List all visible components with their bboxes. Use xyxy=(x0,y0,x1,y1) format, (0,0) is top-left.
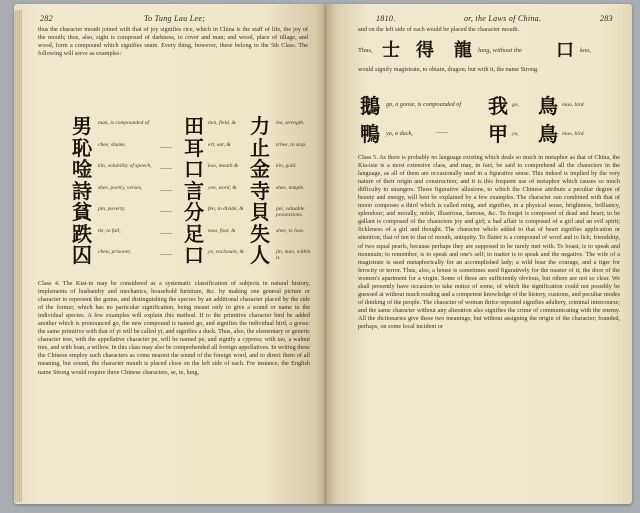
example-char: 囚 xyxy=(72,243,92,267)
duck-c3: 鳥 xyxy=(538,122,558,146)
example-component-1: 足 xyxy=(184,221,204,246)
example-gloss: shee, poetry, verses, xyxy=(98,184,143,191)
left-running-title: To Tung Lau Lee; xyxy=(144,14,206,23)
example-component-2-gloss: shee, temple. xyxy=(276,184,305,191)
example-char: 唫 xyxy=(72,157,92,181)
left-top-text: thus the character mouth joined with that of joy signifies rice, which in China is the staff of life, the joy of the mouth; thus, also, sight is composed of darkness, to cover and man; and wood, place of tillage, and wood, form a compound which signifies snare. Every thing, however, these belong to the 5th Class. The following will serve as examples: xyxy=(38,26,308,58)
example-component-2-gloss: kin, gold. xyxy=(276,163,297,169)
example-component-1-gloss: koo, mouth & xyxy=(208,163,239,169)
thus-suffix: lung, without the xyxy=(478,47,522,54)
example-component-2: 人 xyxy=(250,243,270,267)
mouth-gloss: koo, xyxy=(580,47,592,54)
goose-g3: niao, bird. xyxy=(562,102,585,108)
example-component-2: 金 xyxy=(250,157,270,181)
example-component-2: 失 xyxy=(250,221,270,246)
duck-g2: ya, xyxy=(512,131,519,137)
duck-g3: niao, bird. xyxy=(562,131,585,137)
example-component-2: 貝 xyxy=(250,200,270,224)
example-gloss: man, is compounded of xyxy=(98,120,150,126)
open-book xyxy=(6,4,632,504)
example-gloss: pin, poverty, xyxy=(98,206,126,212)
example-component-2-gloss: jin, man, within it. xyxy=(276,249,311,262)
duck-dash: —— xyxy=(436,130,448,136)
example-component-2-gloss: shee, to lose. xyxy=(276,227,305,234)
example-char: 詩 xyxy=(72,178,92,203)
example-component-1-gloss: erl, ear, & xyxy=(208,141,231,148)
thus-label: Thus, xyxy=(358,47,373,54)
example-component-1: 田 xyxy=(184,114,204,138)
example-char: 貧 xyxy=(72,200,92,224)
right-running-left: 1810. xyxy=(376,14,396,23)
example-component-1: 言 xyxy=(184,178,204,203)
example-char: 恥 xyxy=(72,135,92,160)
example-dash: —— xyxy=(160,252,172,258)
right-top-text: and on the left side of each would be placed the character mouth. xyxy=(358,26,519,33)
example-component-2: 寺 xyxy=(250,178,270,203)
left-page xyxy=(14,4,326,504)
example-component-1: 分 xyxy=(184,200,204,224)
example-component-1-gloss: tsoo, foot, & xyxy=(208,227,236,234)
example-dash: —— xyxy=(160,209,172,215)
example-component-1: 口 xyxy=(184,157,204,181)
goose-g2: go, xyxy=(512,102,519,108)
duck-gloss: ya, a duck, xyxy=(386,130,413,137)
mouth-char: 口 xyxy=(556,40,574,61)
example-gloss: tie, to fall, xyxy=(98,227,121,234)
duck-char: 鴨 xyxy=(360,122,380,146)
example-dash: —— xyxy=(160,144,172,151)
example-dash: —— xyxy=(160,187,172,194)
example-dash: —— xyxy=(160,230,172,237)
example-component-2-gloss: tchee, to stop. xyxy=(276,141,307,148)
goose-c2: 我 xyxy=(488,94,508,118)
example-component-2: 力 xyxy=(250,114,270,138)
left-page-number: 282 xyxy=(40,14,53,23)
would-signify-text: would signify magistrate, to obtain, dragon; but with it, the name Strong. xyxy=(358,66,539,73)
goose-char: 鵝 xyxy=(360,94,380,118)
page-edges xyxy=(14,10,22,502)
example-component-1: 口 xyxy=(184,243,204,267)
example-component-2-gloss: pei, valuable possessions. xyxy=(276,206,305,219)
example-component-2: 止 xyxy=(250,135,270,160)
example-dash: —— xyxy=(160,166,172,172)
right-running-title: or, the Laws of China. xyxy=(464,14,542,23)
right-page xyxy=(326,4,632,504)
example-component-1: 耳 xyxy=(184,135,204,160)
thus-char-2: 得 xyxy=(416,40,434,61)
thus-char-3: 龍 xyxy=(454,40,472,61)
example-char: 男 xyxy=(72,114,92,138)
example-component-1-gloss: fen, to divide, & xyxy=(208,206,244,212)
example-gloss: chew, prisoner, xyxy=(98,249,132,255)
example-char: 跌 xyxy=(72,221,92,246)
thus-char-1: 士 xyxy=(382,40,400,61)
right-page-number: 283 xyxy=(600,14,613,23)
example-component-1-gloss: yen, word, & xyxy=(208,184,237,191)
left-body-text: Class 4. The Kiai-in may be considered as a systematic classification of subjects in natural history, implements of husbandry and mechanics, household furniture, &c. by making one general picture or character to represent the genus, and distinguishing the species by an additional character placed by the side of the former, which has no particular signification, being meant only to give a sound or name to the individual species. A few examples will explain this method. If to the primitive character bird be added another which is pronounced go, the new compound is named go, and signifies the individual bird, a goose: the same primitive with that of yi will be called yi, and signifies a duck. Thus, also, the elementary or generic character tree, with the appellative character pe, will be named pe, and signify a cypress; with tao, a walnut tree, and with loan, a willow. In this class may also be comprehended all foreign appellatives. In writing these the Chinese employ such characters as come nearest the sound of the foreign word, and to direct them of all meaning, but sound, the character mouth is placed close on the left side of each. For instance, the English name Strong would require three Chinese characters, se, te, lung, xyxy=(38,280,310,376)
right-body-text: Class 5. As there is probably no language existing which deals so much in metaphor as that of China, the Kia-tsie is a most extensive class, and may, in fact, be said to comprehend all the characters in the language, as all of them are occasionally used in a figurative sense. This indeed is implied by the very nature of their origin and construction; and it is this frequent use of metaphor which causes so much difficulty to strangers. Those figurative allusions, to which the Chinese attribute a peculiar degree of beauty and energy, will best be explained by a few examples. The character sun combined with that of moon composes a third which is called ming, and signifies, in a physical sense, brightness, brilliancy, splendour; and morally, noble, illustrious, famous, &c. To forget is composed of dead and heart; to be gallant is composed of the characters joy and girl; a bad affair is composed of a girl and an evil spirit; fickleness of a girl and thought. The character whole added to that of heart signifies application or attention; that of ten to that of mouth, antiquity. To flatter is a compound of word and to lick; friendship, of two equal pearls, because perhaps they are supposed to be rarely met with. To boast, is to speak and mountain; to remember, is to speak and one's self; to matter is to speak and the negative. The wife of a magistrate is used metaphorically for an accomplished lady; a wild boar the courage, and a tiger for ferocity or terror. Thus, also, a house is sometimes used figuratively for the master of it; the door of the women's apartment for a virgin. Some of these are sufficiently obvious, but others are not so clear. We shall presently have occasion to take notice of some, of which the signification could not possibly be guessed at without much reading and a competent knowledge of the history, customs, and peculiar modes of thinking of the people. The character of woman thrice repeated signifies adultery, criminal intercourse; and the same character without any alteration also signifies the crime of communicating with the enemy. All the dictionaries give these two meanings; but without assigning the origin of the character; founded, perhaps, on some local incident or xyxy=(358,154,620,330)
example-gloss: kin, volubility of speech, xyxy=(98,163,152,169)
example-component-1-gloss: tien, field, & xyxy=(208,120,236,126)
example-component-1-gloss: ye, enclosure, & xyxy=(208,249,244,255)
duck-c2: 甲 xyxy=(488,122,508,146)
goose-gloss: go, a goose, is compounded of xyxy=(386,101,462,108)
example-component-2-gloss: lee, strength. xyxy=(276,120,305,126)
goose-c3: 鳥 xyxy=(538,94,558,118)
example-gloss: chee, shame, xyxy=(98,141,127,148)
